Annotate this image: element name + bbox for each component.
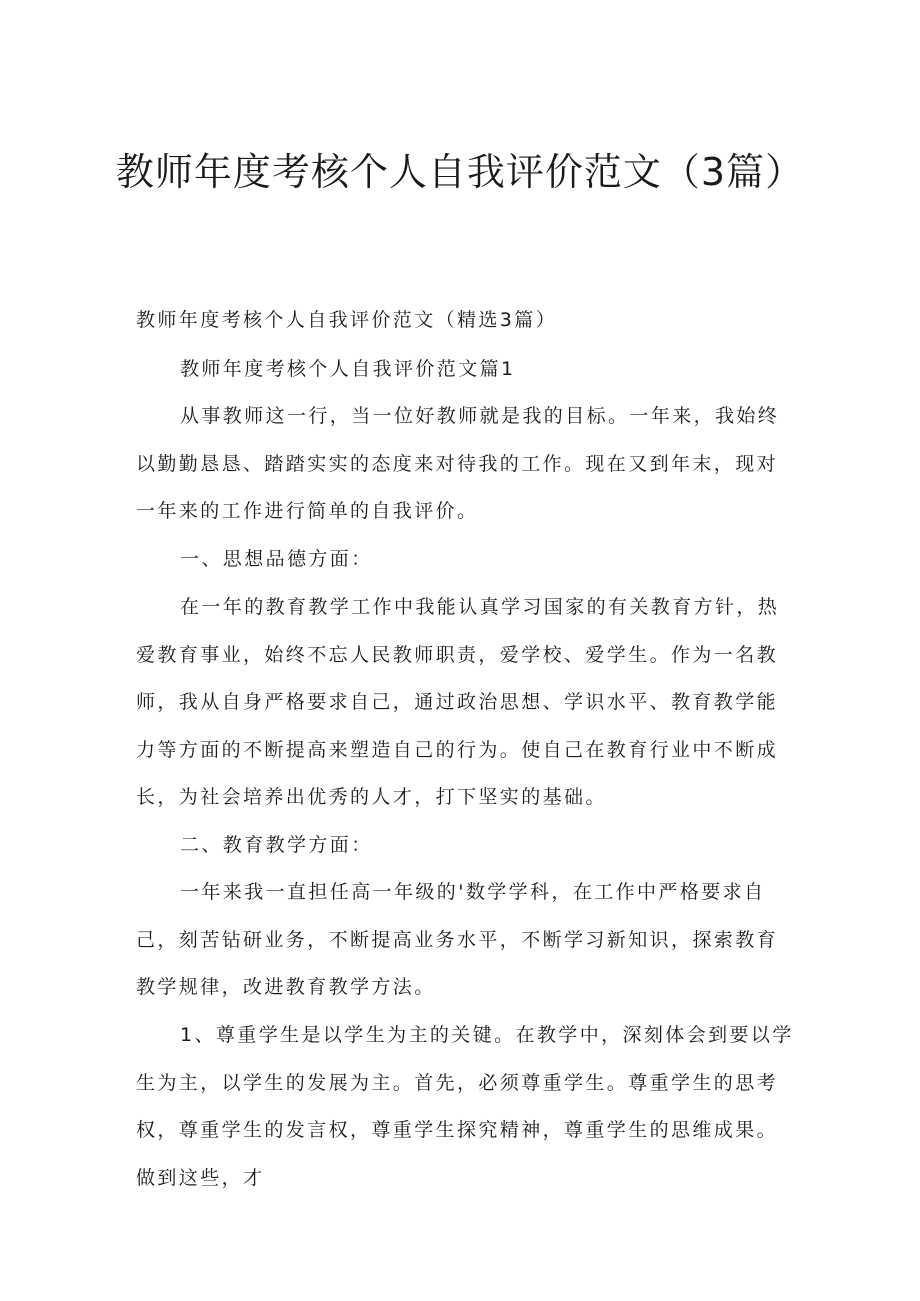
paragraph-teaching: 一年来我一直担任高一年级的'数学学科，在工作中严格要求自己，刻苦钻研业务，不断提高业务水平，不断学习新知识，探索教育教学规律，改进教育教学方法。 (136, 881, 779, 998)
document-subtitle: 教师年度考核个人自我评价范文（精选3篇） (136, 309, 558, 331)
paragraph-ideology: 在一年的教育教学工作中我能认真学习国家的有关教育方针，热爱教育事业，始终不忘人民教师职责，爱学校、爱学生。作为一名教师，我从自身严格要求自己，通过政治思想、学识水平、教育教学能力等方面的不断提高来塑造自己的行为。使自己在教育行业中不断成长，为社会培养出优秀的人才，打下坚实的基础。 (136, 596, 780, 808)
heading-ideology: 一、思想品德方面： (180, 548, 373, 570)
paragraph-intro: 从事教师这一行，当一位好教师就是我的目标。一年来，我始终以勤勤恳恳、踏踏实实的态度来对待我的工作。现在又到年末，现对一年来的工作进行简单的自我评价。 (136, 405, 780, 522)
heading-teaching: 二、教育教学方面： (180, 834, 373, 856)
section-heading: 教师年度考核个人自我评价范文篇1 (180, 358, 516, 380)
paragraph-respect-students: 1、尊重学生是以学生为主的关键。在教学中，深刻体会到要以学生为主，以学生的发展为主。首先，必须尊重学生。尊重学生的思考权，尊重学生的发言权，尊重学生探究精神，尊重学生的思维成果。做到这些，才 (136, 1024, 794, 1189)
document-title: 教师年度考核个人自我评价范文（3篇） (115, 150, 805, 194)
